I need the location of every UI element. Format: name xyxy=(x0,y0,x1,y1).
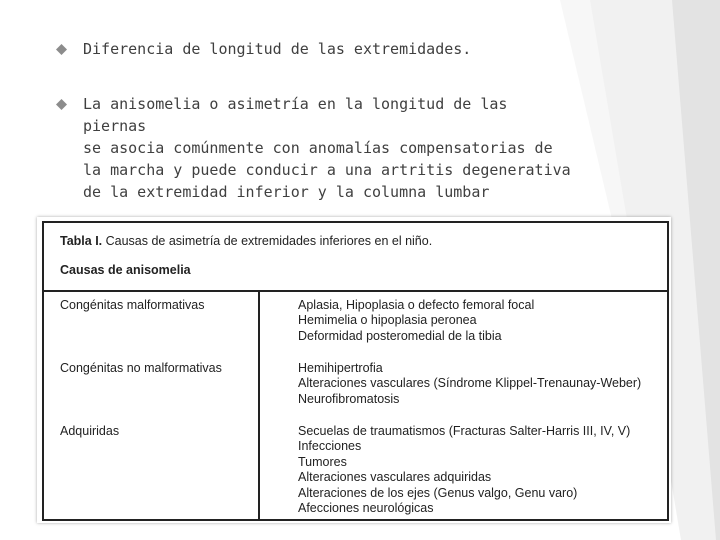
cause-item: Tumores xyxy=(298,454,347,469)
diamond-bullet-icon xyxy=(56,44,67,55)
row-causes xyxy=(298,361,641,407)
caption-label: Tabla I. xyxy=(60,234,103,248)
bullet-item xyxy=(56,93,576,203)
cause-item: Hemihipertrofia xyxy=(298,361,383,375)
row-causes xyxy=(298,298,534,344)
header-divider xyxy=(42,290,669,292)
cause-item: Afecciones neurológicas xyxy=(298,501,434,516)
row-category: Adquiridas xyxy=(60,424,120,438)
diamond-bullet-icon xyxy=(56,99,67,110)
row-causes xyxy=(298,424,630,516)
bullet-text-line: de la extremidad inferior y la columna lumbar xyxy=(83,183,490,201)
anisomelia-table xyxy=(42,221,669,521)
bullet-text-line: la marcha y puede conducir a una artritis degenerativa xyxy=(83,161,571,179)
cause-item: Alteraciones de los ejes (Genus valgo, Genu varo) xyxy=(298,485,578,500)
cause-item: Alteraciones vasculares adquiridas xyxy=(298,470,492,485)
cause-item: Alteraciones vasculares (Síndrome Klippel-Trenaunay-Weber) xyxy=(298,376,642,391)
row-category: Congénitas malformativas xyxy=(60,298,205,312)
cause-item: Neurofibromatosis xyxy=(298,391,400,406)
caption-text: Causas de asimetría de extremidades inferiores en el niño. xyxy=(102,234,433,248)
table-image xyxy=(37,217,671,523)
bullet-text-line: se asocia comúnmente con anomalías compensatorias de xyxy=(83,139,553,157)
cause-item: Hemimelia o hipoplasia peronea xyxy=(298,313,477,328)
row-category: Congénitas no malformativas xyxy=(60,361,222,375)
bullet-text: Diferencia de longitud de las extremidades. xyxy=(83,40,472,58)
cause-item: Infecciones xyxy=(298,439,362,454)
table-subheader: Causas de anisomelia xyxy=(60,263,191,277)
cause-item: Deformidad posteromedial de la tibia xyxy=(298,328,502,343)
cause-item: Secuelas de traumatismos (Fracturas Salter-Harris III, IV, V) xyxy=(298,424,631,438)
cause-item: Aplasia, Hipoplasia o defecto femoral focal xyxy=(298,298,535,312)
column-divider xyxy=(258,292,260,519)
bullet-text-line: La anisomelia o asimetría en la longitud de las piernas xyxy=(83,95,508,135)
bullet-list xyxy=(56,38,576,203)
table-caption xyxy=(60,234,432,248)
bullet-item xyxy=(56,38,576,60)
